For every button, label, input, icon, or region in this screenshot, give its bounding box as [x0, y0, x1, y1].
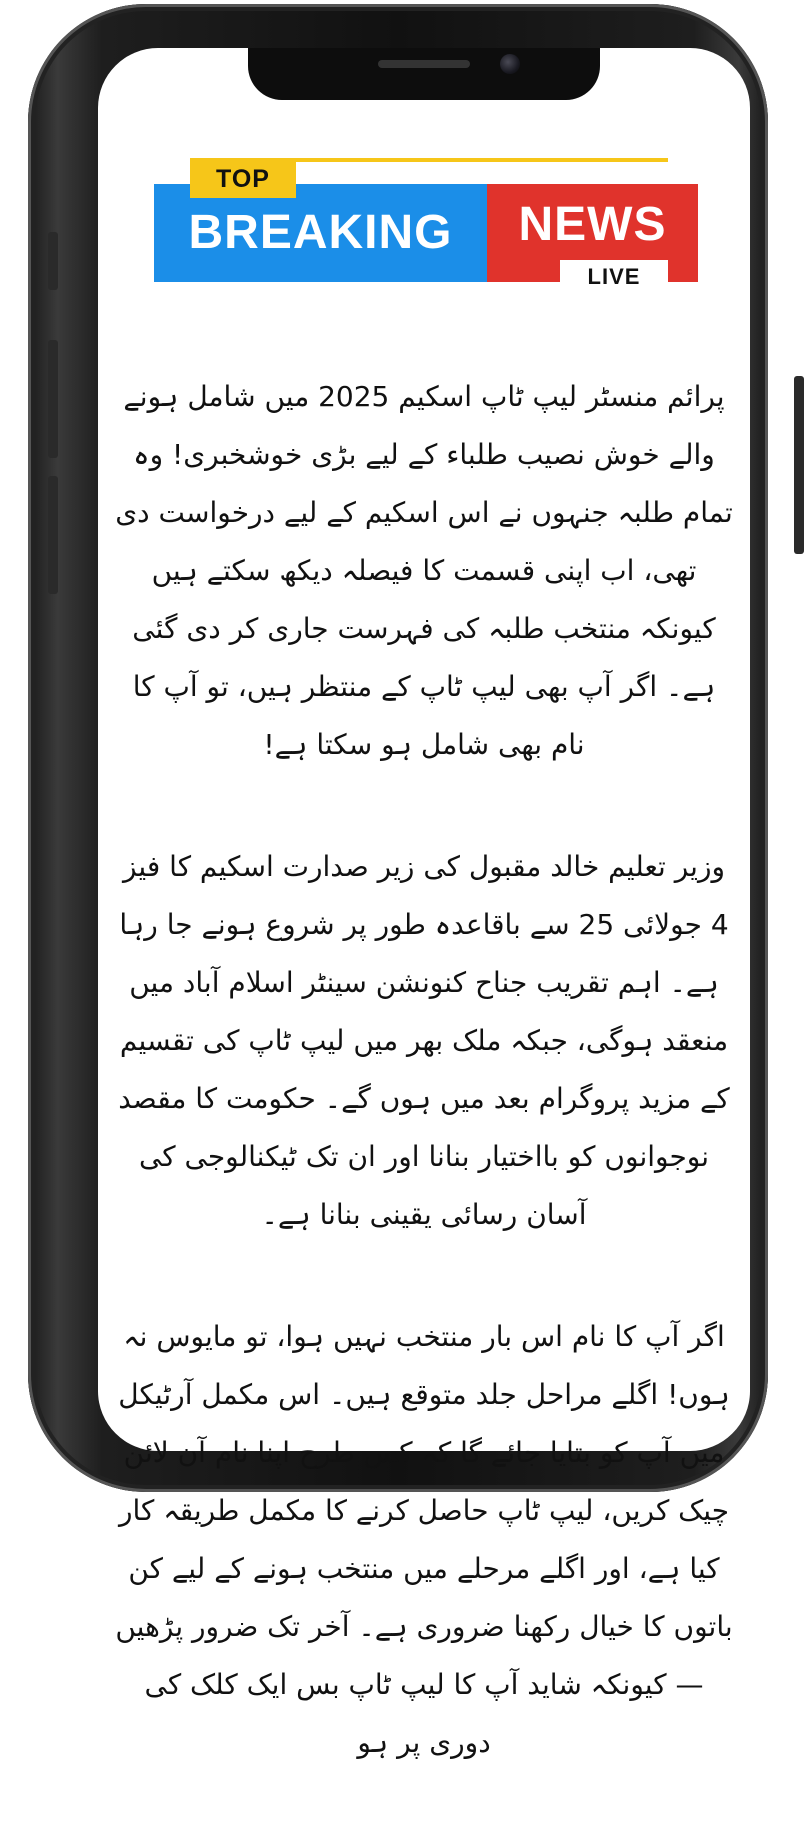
top-label: TOP [190, 158, 296, 198]
volume-down-button [48, 476, 58, 594]
banner-accent-line [296, 158, 668, 162]
live-label: LIVE [560, 260, 668, 292]
article-paragraph-1: پرائم منسٹر لیپ ٹاپ اسکیم 2025 میں شامل ہونے والے خوش نصیب طلباء کے لیے بڑی خوشخبری! وہ تمام طلبہ جنہوں نے اس اسکیم کے لیے درخواست دی تھی، اب اپنی قسمت کا فیصلہ دیکھ سکتے ہیں کیونکہ منتخب طلبہ کی فہرست جاری کر دی گئی ہے۔ اگر آپ بھی لیپ ٹاپ کے منتظر ہیں، تو آپ کا نام بھی شامل ہو سکتا ہے! [115, 380, 733, 761]
front-camera-icon [500, 54, 520, 74]
mute-switch [48, 232, 58, 290]
article-paragraph-2: وزیر تعلیم خالد مقبول کی زیر صدارت اسکیم کا فیز 4 جولائی 25 سے باقاعدہ طور پر شروع ہونے جا رہا ہے۔ اہم تقریب جناح کنونشن سینٹر اسلام آباد میں منعقد ہوگی، جبکہ ملک بھر میں لیپ ٹاپ کی تقسیم کے مزید پروگرام بعد میں ہوں گے۔ حکومت کا مقصد نوجوانوں کو بااختیار بنانا اور ان تک ٹیکنالوجی کی آسان رسائی یقینی بنانا ہے۔ [118, 850, 730, 1231]
phone-frame [28, 4, 768, 1759]
breaking-label: BREAKING [154, 184, 487, 282]
power-button [794, 376, 804, 554]
breaking-news-banner [154, 152, 698, 292]
news-label: NEWS [487, 184, 698, 282]
volume-up-button [48, 340, 58, 458]
phone-screen [98, 48, 750, 1759]
article-paragraph-3: اگر آپ کا نام اس بار منتخب نہیں ہوا، تو مایوس نہ ہوں! اگلے مراحل جلد متوقع ہیں۔ اس مکمل آرٹیکل میں آپ کو بتایا جائے گا کہ کس طرح اپنا نام آن لائن چیک کریں، لیپ ٹاپ حاصل کرنے کا مکمل طریقہ کار کیا ہے، اور اگلے مرحلے میں منتخب ہونے کے لیے کن باتوں کا خیال رکھنا ضروری ہے۔ آخر تک ضرور پڑھیں — کیونکہ شاید آپ کا لیپ ٹاپ بس ایک کلک کی دوری پر ہو [115, 1320, 733, 1759]
article-body [114, 368, 734, 1836]
earpiece-speaker [378, 60, 470, 68]
phone-notch [248, 48, 600, 100]
